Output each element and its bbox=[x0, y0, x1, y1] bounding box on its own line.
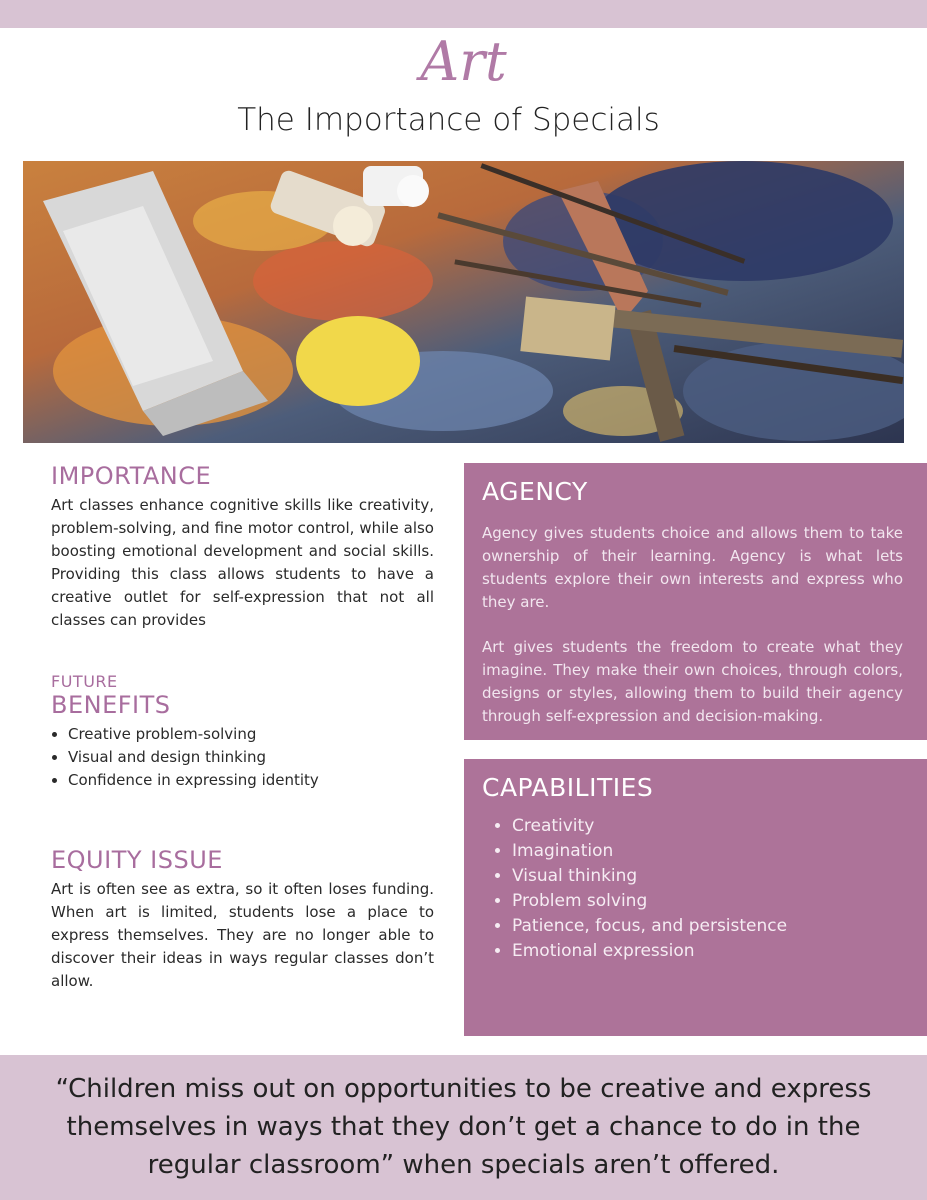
capabilities-heading: CAPABILITIES bbox=[482, 773, 654, 802]
equity-heading: EQUITY ISSUE bbox=[51, 846, 223, 874]
list-item: • Confidence in expressing identity bbox=[68, 769, 434, 792]
agency-paragraph-1: Agency gives students choice and allows them to take ownership of their learning. Agency is what lets students explore their own interests and express who they are. bbox=[482, 524, 903, 611]
page-title-script: Art bbox=[420, 30, 507, 93]
benefits-heading: BENEFITS bbox=[51, 691, 171, 719]
list-item: • Visual thinking bbox=[512, 864, 903, 889]
list-item: • Creative problem-solving bbox=[68, 723, 434, 746]
top-band bbox=[0, 0, 927, 28]
list-item: • Problem solving bbox=[512, 889, 903, 914]
benefits-kicker: FUTURE bbox=[51, 672, 118, 691]
capabilities-panel bbox=[464, 759, 927, 1036]
agency-heading: AGENCY bbox=[482, 477, 588, 506]
page-subtitle: The Importance of Specials bbox=[237, 102, 660, 138]
agency-panel bbox=[464, 463, 927, 740]
capabilities-list bbox=[482, 814, 903, 964]
benefits-section bbox=[51, 672, 434, 792]
list-item: • Patience, focus, and persistence bbox=[512, 914, 903, 939]
list-item: • Creativity bbox=[512, 814, 903, 839]
agency-paragraph-2: Art gives students the freedom to create what they imagine. They make their own choices, through colors, designs or styles, allowing them to build their agency through self-expression and decision-making. bbox=[482, 638, 903, 725]
list-item: • Emotional expression bbox=[512, 939, 903, 964]
art-supplies-photo bbox=[23, 161, 904, 443]
importance-heading: IMPORTANCE bbox=[51, 462, 212, 490]
quote-text: “Children miss out on opportunities to be creative and express themselves in ways that they don’t get a chance to do in the regular classroom” when specials aren’t offered. bbox=[55, 1074, 872, 1180]
importance-text: Art classes enhance cognitive skills like creativity, problem-solving, and fine motor control, while also boosting emotional development and social skills. Providing this class allows students to have a creative outlet for self-expression that not all classes can provides bbox=[51, 496, 434, 629]
importance-section bbox=[51, 462, 434, 632]
list-item: • Visual and design thinking bbox=[68, 746, 434, 769]
benefits-list bbox=[51, 723, 434, 792]
list-item: • Imagination bbox=[512, 839, 903, 864]
equity-text: Art is often see as extra, so it often loses funding. When art is limited, students lose a place to express themselves. They are no longer able to discover their ideas in ways regular classes don’t allow. bbox=[51, 880, 434, 990]
equity-section bbox=[51, 846, 434, 993]
